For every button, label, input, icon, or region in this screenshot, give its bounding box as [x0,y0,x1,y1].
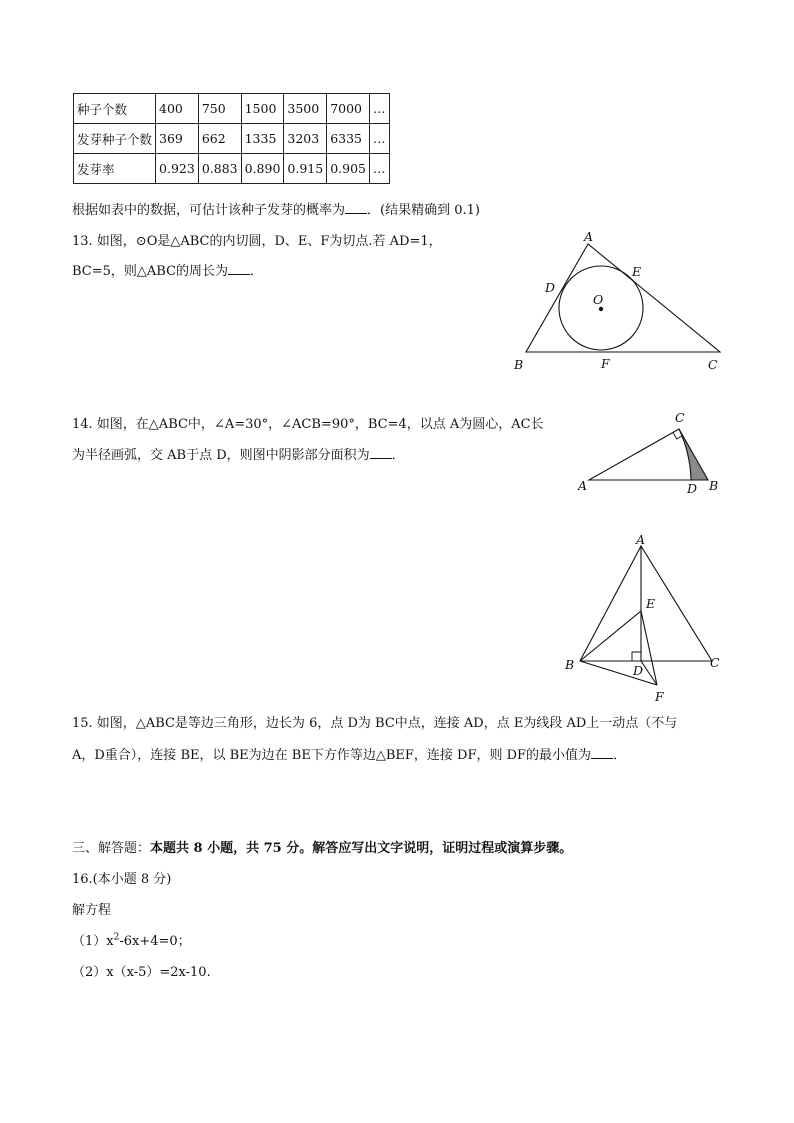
table-cell: 1500 [241,94,284,124]
table-cell: 400 [156,94,199,124]
q15-label-A: A [636,533,646,547]
q13-label-A: A [584,229,594,244]
table-cell: 750 [198,94,241,124]
table-row [74,124,390,154]
q15-label-D: D [633,663,644,678]
section3-heading-rest: 解答应写出文字说明，证明过程或演算步骤。 [312,841,573,856]
q13-label-C: C [708,357,718,372]
q15-label-C: C [710,655,720,670]
table-cell: … [370,94,390,124]
q14-answer-blank[interactable] [370,446,392,459]
q14-label-A: A [578,478,588,493]
q13-center-point [599,307,603,311]
q13-label-D: D [545,280,556,295]
q16-item2: （2）x（x-5）=2x-10. [72,965,211,980]
q13-triangle [526,244,720,352]
q15-equilateral-figure [558,533,728,708]
q15-label-E: E [646,596,656,611]
table-row [74,94,390,124]
table-cell: 369 [156,124,199,154]
q13-line1: 13. 如图，⊙O是△ABC的内切圆，D、E、F为切点.若 AD=1， [72,234,442,249]
q14-line2 [72,444,405,463]
q13-label-B: B [514,357,524,372]
section3-heading-prefix: 三、解答题： [72,841,151,856]
seed-germination-table [73,93,390,184]
q16-item1 [72,930,191,949]
q16-instruction: 解方程 [72,903,112,918]
q13-line2 [72,260,263,279]
q16-item1-exponent: 2 [113,932,120,943]
q12-answer-line [72,199,480,218]
q14-label-B: B [709,478,719,493]
q14-arc-figure [572,405,732,500]
table-cell: 0.890 [241,154,284,184]
q13-text-after: ． [250,264,264,279]
q13-text-before: BC=5，则△ABC的周长为 [72,264,229,279]
table-cell: … [370,124,390,154]
table-cell: 7000 [327,94,370,124]
table-row-header: 发芽率 [74,154,156,184]
table-cell: 0.905 [327,154,370,184]
section3-heading [72,837,572,856]
q15-text-after: ． [613,748,627,763]
table-cell: 1335 [241,124,284,154]
q15-label-F: F [655,689,664,704]
q15-line2 [72,744,626,763]
q13-label-E: E [632,264,642,279]
q14-label-C: C [675,410,685,425]
q12-text-after: ．(结果精确到 0.1) [367,203,480,218]
q15-segment-bf [580,661,657,685]
table-cell: 0.923 [156,154,199,184]
q15-line1: 15. 如图，△ABC是等边三角形，边长为 6，点 D为 BC中点，连接 AD，点 E为线段 AD上一动点（不与 [72,716,678,731]
table-cell: 3500 [284,94,327,124]
q14-line1: 14. 如图，在△ABC中，∠A=30°，∠ACB=90°，BC=4，以点 A为圆心，AC长 [72,417,544,432]
table-cell: 662 [198,124,241,154]
table-cell: 6335 [327,124,370,154]
table-cell: 0.883 [198,154,241,184]
table-cell: 0.915 [284,154,327,184]
table-row [74,154,390,184]
q15-answer-blank[interactable] [591,746,613,759]
q12-answer-blank[interactable] [345,201,367,214]
table-cell: 3203 [284,124,327,154]
q15-right-angle-mark [632,652,641,661]
q16-item1-prefix: （1）x [72,934,114,949]
q13-label-O: O [593,292,604,307]
q13-label-F: F [601,356,610,371]
q12-text-before: 根据如表中的数据，可估计该种子发芽的概率为 [72,203,346,218]
table-cell: … [370,154,390,184]
q14-text-after: ． [391,448,405,463]
q16-title: 16.(本小题 8 分) [72,872,172,887]
table-row-header: 发芽种子个数 [74,124,156,154]
table-row-header: 种子个数 [74,94,156,124]
q15-text-before: A，D重合），连接 BE，以 BE为边在 BE下方作等边△BEF，连接 DF，则 DF的最小值为 [72,748,592,763]
section3-heading-bold: 本题共 8 小题，共 75 分。 [150,841,313,856]
q13-incircle-figure [505,225,735,380]
q16-item1-suffix: -6x+4=0； [119,934,191,949]
q15-label-B: B [565,657,575,672]
q13-answer-blank[interactable] [228,262,250,275]
q14-label-D: D [687,481,698,496]
q14-text-before: 为半径画弧，交 AB于点 D，则图中阴影部分面积为 [72,448,370,463]
